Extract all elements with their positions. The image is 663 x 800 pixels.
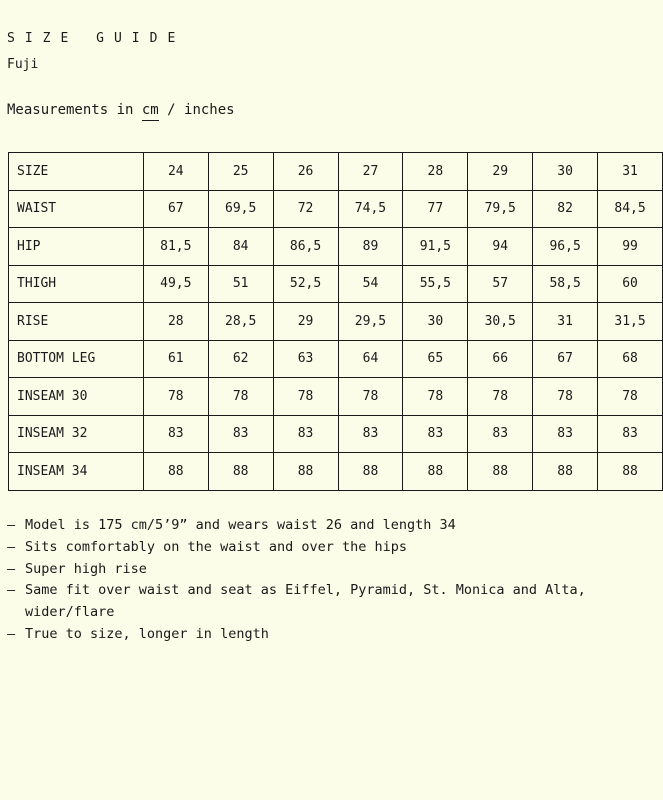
table-cell: 58,5 — [533, 265, 598, 303]
size-table-container[interactable] — [8, 152, 646, 491]
row-label: HIP — [9, 228, 144, 266]
table-row — [9, 415, 663, 453]
table-cell: 77 — [403, 190, 468, 228]
table-cell: 84 — [208, 228, 273, 266]
table-cell: 83 — [403, 415, 468, 453]
table-cell: 60 — [598, 265, 663, 303]
table-cell: 78 — [468, 378, 533, 416]
table-cell: 83 — [273, 415, 338, 453]
table-row — [9, 190, 663, 228]
note-text: Sits comfortably on the waist and over the hips — [25, 538, 408, 555]
table-cell: 88 — [533, 453, 598, 491]
table-row — [9, 228, 663, 266]
bullet-dash: — — [7, 538, 16, 555]
table-cell: 78 — [143, 378, 208, 416]
unit-inches-toggle[interactable]: inches — [184, 102, 235, 118]
table-cell: 94 — [468, 228, 533, 266]
table-cell: 91,5 — [403, 228, 468, 266]
table-cell: 31 — [533, 303, 598, 341]
bullet-dash: — — [7, 517, 16, 533]
table-row — [9, 340, 663, 378]
table-header-row — [9, 153, 663, 191]
table-header-cell: 28 — [403, 153, 468, 191]
row-label: INSEAM 34 — [9, 453, 144, 491]
table-cell: 55,5 — [403, 265, 468, 303]
table-cell: 51 — [208, 265, 273, 303]
note-text: Super high rise — [25, 560, 147, 577]
table-cell: 31,5 — [598, 303, 663, 341]
table-cell: 88 — [338, 453, 403, 491]
table-header-cell: 27 — [338, 153, 403, 191]
table-row — [9, 265, 663, 303]
table-cell: 66 — [468, 340, 533, 378]
unit-separator: / — [158, 102, 185, 118]
table-cell: 88 — [598, 453, 663, 491]
table-cell: 74,5 — [338, 190, 403, 228]
list-item — [7, 515, 627, 537]
unit-selector — [7, 102, 235, 118]
table-header-cell: 24 — [143, 153, 208, 191]
table-cell: 88 — [143, 453, 208, 491]
table-cell: 30 — [403, 303, 468, 341]
table-cell: 63 — [273, 340, 338, 378]
product-name: Fuji — [7, 57, 39, 72]
table-cell: 78 — [273, 378, 338, 416]
table-cell: 78 — [598, 378, 663, 416]
page-title: SIZE GUIDE — [7, 31, 186, 46]
table-cell: 30,5 — [468, 303, 533, 341]
table-cell: 82 — [533, 190, 598, 228]
row-label: THIGH — [9, 265, 144, 303]
table-cell: 78 — [338, 378, 403, 416]
note-text: True to size, longer in length — [25, 625, 269, 642]
table-cell: 28 — [143, 303, 208, 341]
table-header-cell: 26 — [273, 153, 338, 191]
table-cell: 54 — [338, 265, 403, 303]
unit-prefix-label: Measurements in — [7, 102, 142, 118]
table-header-cell: 31 — [598, 153, 663, 191]
table-cell: 62 — [208, 340, 273, 378]
table-cell: 83 — [533, 415, 598, 453]
note-text: Same fit over waist and seat as Eiffel, Pyramid, St. Monica and Alta, wider/flare — [25, 582, 586, 621]
table-cell: 78 — [208, 378, 273, 416]
unit-cm-toggle[interactable]: cm — [142, 102, 159, 121]
table-cell: 86,5 — [273, 228, 338, 266]
bullet-dash: — — [7, 625, 16, 642]
table-cell: 83 — [143, 415, 208, 453]
table-header-cell: 29 — [468, 153, 533, 191]
table-cell: 64 — [338, 340, 403, 378]
table-cell: 79,5 — [468, 190, 533, 228]
size-table — [8, 152, 663, 491]
table-cell: 83 — [208, 415, 273, 453]
table-cell: 67 — [143, 190, 208, 228]
bullet-dash: — — [7, 582, 16, 599]
table-cell: 29 — [273, 303, 338, 341]
table-cell: 29,5 — [338, 303, 403, 341]
table-header-cell: 30 — [533, 153, 598, 191]
table-cell: 61 — [143, 340, 208, 378]
table-row — [9, 378, 663, 416]
table-cell: 88 — [403, 453, 468, 491]
list-item — [7, 580, 627, 624]
table-cell: 49,5 — [143, 265, 208, 303]
table-cell: 84,5 — [598, 190, 663, 228]
table-cell: 67 — [533, 340, 598, 378]
table-cell: 65 — [403, 340, 468, 378]
table-cell: 78 — [403, 378, 468, 416]
table-cell: 68 — [598, 340, 663, 378]
table-header-cell: 25 — [208, 153, 273, 191]
row-label: WAIST — [9, 190, 144, 228]
table-cell: 52,5 — [273, 265, 338, 303]
table-cell: 88 — [468, 453, 533, 491]
table-row — [9, 303, 663, 341]
note-text: Model is 175 cm/5’9” and wears waist 26 and length 34 — [25, 517, 456, 533]
table-cell: 83 — [338, 415, 403, 453]
row-label: BOTTOM LEG — [9, 340, 144, 378]
table-cell: 83 — [468, 415, 533, 453]
row-label: INSEAM 32 — [9, 415, 144, 453]
list-item — [7, 559, 627, 581]
table-cell: 72 — [273, 190, 338, 228]
table-cell: 96,5 — [533, 228, 598, 266]
table-cell: 28,5 — [208, 303, 273, 341]
table-row — [9, 453, 663, 491]
row-label: RISE — [9, 303, 144, 341]
list-item — [7, 537, 627, 559]
table-cell: 88 — [208, 453, 273, 491]
table-cell: 99 — [598, 228, 663, 266]
fit-notes-list — [7, 515, 627, 646]
table-cell: 69,5 — [208, 190, 273, 228]
row-label: INSEAM 30 — [9, 378, 144, 416]
table-cell: 89 — [338, 228, 403, 266]
table-cell: 78 — [533, 378, 598, 416]
list-item — [7, 624, 627, 646]
table-cell: 81,5 — [143, 228, 208, 266]
table-cell: 83 — [598, 415, 663, 453]
table-cell: 57 — [468, 265, 533, 303]
table-header-cell: SIZE — [9, 153, 144, 191]
table-cell: 88 — [273, 453, 338, 491]
bullet-dash: — — [7, 560, 16, 577]
